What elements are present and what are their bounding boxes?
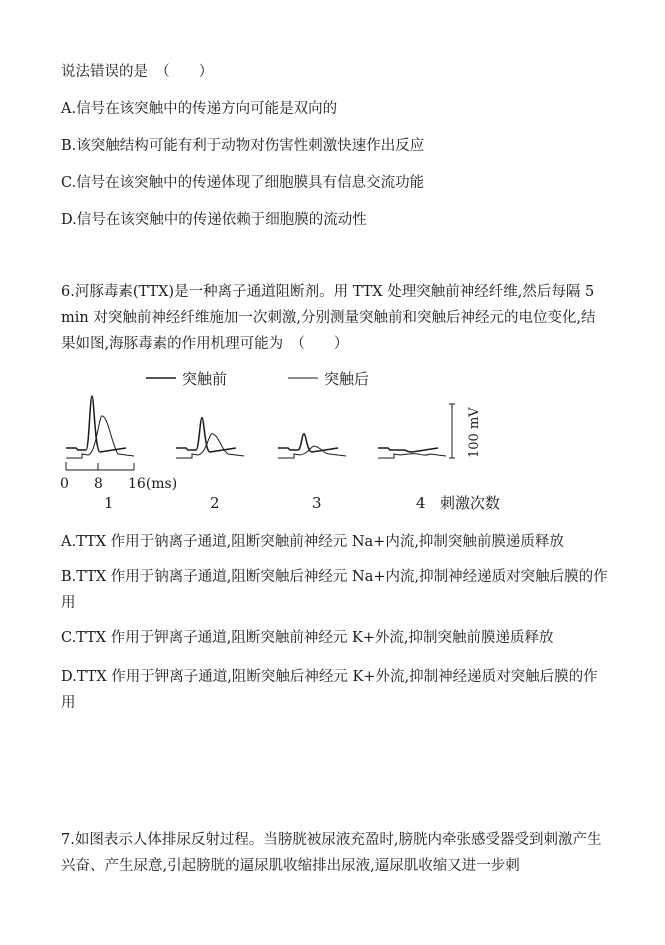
pre-trace-1 — [66, 396, 126, 452]
q6-stem: 6.河豚毒素(TTX)是一种离子通道阻断剂。用 TTX 处理突触前神经纤维,然后每隔 5 min 对突触前神经纤维施加一次刺激,分别测量突触前和突触后神经元的电位变化,结果如图,海豚毒素的作用机理可能为 （ ） — [61, 284, 596, 352]
q5-option-c: C.信号在该突触中的传递体现了细胞膜具有信息交流功能 — [61, 175, 425, 191]
post-trace-2 — [176, 434, 244, 458]
time-tick-label-16: 16(ms) — [128, 476, 178, 492]
legend-post-label: 突触后 — [324, 370, 370, 388]
stim-number-3: 3 — [312, 494, 322, 512]
stim-axis-label: 刺激次数 — [440, 494, 501, 512]
ttx-potential-figure — [56, 366, 516, 516]
q6-option-d: D.TTX 作用于钾离子通道,阻断突触后神经元 K+外流,抑制神经递质对突触后膜的作用 — [61, 669, 598, 711]
q5-option-d: D.信号在该突触中的传递依赖于细胞膜的流动性 — [61, 212, 367, 228]
q6-option-a: A.TTX 作用于钠离子通道,阻断突触前神经元 Na+内流,抑制突触前膜递质释放 — [61, 534, 564, 550]
legend-pre-label: 突触前 — [182, 370, 228, 388]
trace-group — [66, 396, 446, 458]
time-tick-label-0: 0 — [60, 476, 69, 492]
q5-stem-tail: 说法错误的是 （ ） — [61, 64, 214, 80]
pre-trace-3 — [278, 434, 338, 452]
q5-option-a: A.信号在该突触中的传递方向可能是双向的 — [61, 101, 338, 117]
time-tick-label-8: 8 — [94, 476, 103, 492]
stim-number-4: 4 — [416, 494, 426, 512]
post-trace-4 — [378, 454, 446, 458]
stim-number-1: 1 — [104, 494, 114, 512]
pre-trace-4 — [378, 448, 438, 452]
q6-option-c: C.TTX 作用于钾离子通道,阻断突触前神经元 K+外流,抑制突触前膜递质释放 — [61, 630, 554, 646]
q6-option-b: B.TTX 作用于钠离子通道,阻断突触后神经元 Na+内流,抑制神经递质对突触后膜的作用 — [61, 569, 608, 611]
q7-stem: 7.如图表示人体排尿反射过程。当膀胱被尿液充盈时,膀胱内牵张感受器受到刺激产生兴奋、产生尿意,引起膀胱的逼尿肌收缩排出尿液,逼尿肌收缩又进一步刺 — [61, 832, 602, 874]
q5-option-b: B.该突触结构可能有利于动物对伤害性刺激快速作出反应 — [61, 138, 425, 154]
stim-number-2: 2 — [210, 494, 220, 512]
scale-label: 100 mV — [467, 407, 482, 458]
